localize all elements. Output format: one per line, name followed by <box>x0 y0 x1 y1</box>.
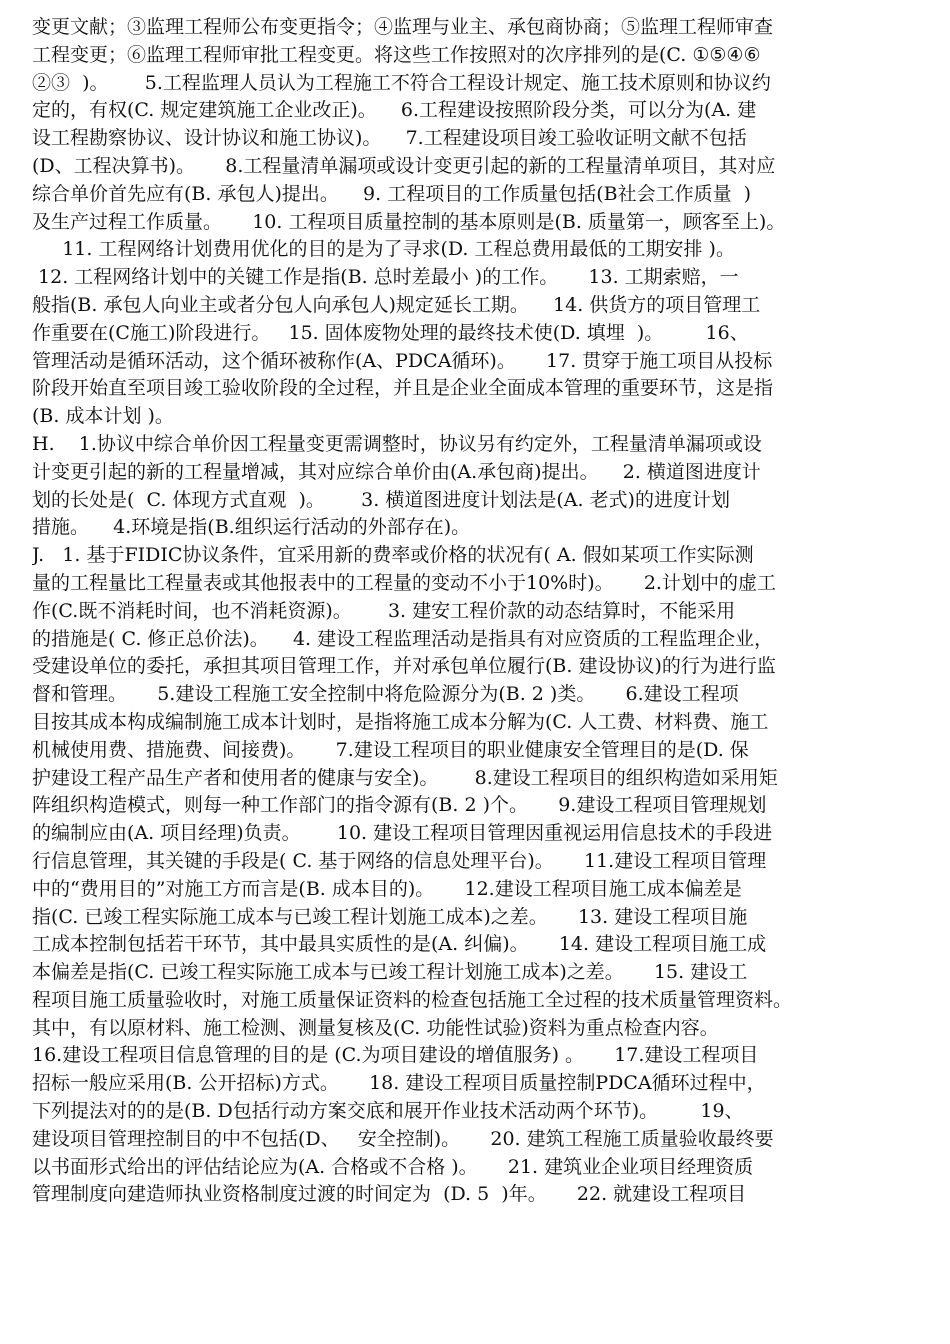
text-line: 计变更引起的新的工程量增减，其对应综合单价由(A.承包商)提出。 2. 横道图进度计 <box>32 460 761 483</box>
text-line: 设工程勘察协议、设计协议和施工协议)。 7.工程建设项目竣工验收证明文献不包括 <box>32 127 747 150</box>
text-line: 措施。 4.环境是指(B.组织运行活动的外部存在)。 <box>32 516 471 539</box>
text-line: 变更文献；③监理工程师公布变更指令；④监理与业主、承包商协商；⑤监理工程师审查 <box>32 16 774 38</box>
text-line: 16.建设工程项目信息管理的目的是 (C.为项目建设的增值服务) 。 17.建设工程项目 <box>32 1044 759 1067</box>
text-line: 下列提法对的的是(B. D包括行动方案交底和展开作业技术活动两个环节)。 19、 <box>32 1100 744 1123</box>
text-line: 指(C. 已竣工程实际施工成本与已竣工程计划施工成本)之差。 13. 建设工程项目施 <box>32 905 748 928</box>
text-line: 及生产过程工作质量。 10. 工程项目质量控制的基本原则是(B. 质量第一，顾客至上)。 <box>32 210 786 233</box>
text-line: 行信息管理，其关键的手段是( C. 基于网络的信息处理平台)。 11.建设工程项目管理 <box>32 849 767 872</box>
text-line: 般指(B. 承包人向业主或者分包人向承包人)规定延长工期。 14. 供货方的项目管理工 <box>32 293 761 316</box>
text-line: 综合单价首先应有(B. 承包人)提出。 9. 工程项目的工作质量包括(B社会工作质量 ) <box>32 182 752 205</box>
text-line: 的编制应由(A. 项目经理)负责。 10. 建设工程项目管理因重视运用信息技术的手段进 <box>32 822 773 845</box>
text-line: 作重要在(C施工)阶段进行。 15. 固体废物处理的最终技术使(D. 填埋 )。 16、 <box>32 321 749 344</box>
text-line: 的措施是( C. 修正总价法)。 4. 建设工程监理活动是指具有对应资质的工程监理企业， <box>32 627 774 650</box>
section-j-start-line: J. 1. 基于FIDIC协议条件，宜采用新的费率或价格的状况有( A. 假如某项工作实际测 <box>32 544 754 567</box>
text-line: 工程变更；⑥监理工程师审批工程变更。将这些工作按照对的次序排列的是(C. ①⑤④⑥ <box>32 43 761 66</box>
text-line: 护建设工程产品生产者和使用者的健康与安全)。 8.建设工程项目的组织构造如采用矩 <box>32 766 778 789</box>
text-line: 其中，有以原材料、施工检测、测量复核及(C. 功能性试验)资料为重点检查内容。 <box>32 1016 719 1039</box>
text-line: 目按其成本构成编制施工成本计划时，是指将施工成本分解为(C. 人工费、材料费、施工 <box>32 710 769 733</box>
text-line: 作(C.既不消耗时间，也不消耗资源)。 3. 建安工程价款的动态结算时，不能采用 <box>32 599 736 622</box>
text-line: 中的“费用目的”对施工方而言是(B. 成本目的)。 12.建设工程项目施工成本偏差是 <box>32 877 742 900</box>
text-line: 本偏差是指(C. 已竣工程实际施工成本与已竣工程计划施工成本)之差。 15. 建设工 <box>32 961 748 984</box>
text-line: 管理活动是循环活动，这个循环被称作(A、PDCA循环)。 17. 贯穿于施工项目从投标 <box>32 349 773 372</box>
text-line: 以书面形式给出的评估结论应为(A. 合格或不合格 )。 21. 建筑业企业项目经理资质 <box>32 1155 754 1178</box>
text-line: 定的，有权(C. 规定建筑施工企业改正)。 6.工程建设按照阶段分类，可以分为(A. 建 <box>32 99 757 122</box>
text-line: (D、工程决算书)。 8.工程量清单漏项或设计变更引起的新的工程量清单项目，其对应 <box>32 154 776 177</box>
text-line: 受建设单位的委托，承担其项目管理工作，并对承包单位履行(B. 建设协议)的行为进行监 <box>32 655 776 678</box>
text-line: ②③ )。 5.工程监理人员认为工程施工不符合工程设计规定、施工技术原则和协议约 <box>32 71 771 94</box>
text-line: 量的工程量比工程量表或其他报表中的工程量的变动不小于10%时)。 2.计划中的虚工 <box>32 571 776 594</box>
text-line: 程项目施工质量验收时，对施工质量保证资料的检查包括施工全过程的技术质量管理资料。 <box>32 988 793 1011</box>
text-line: 督和管理。 5.建设工程施工安全控制中将危险源分为(B. 2 )类。 6.建设工程项 <box>32 683 739 706</box>
text-line: 机械使用费、措施费、间接费)。 7.建设工程项目的职业健康安全管理目的是(D. 保 <box>32 738 749 761</box>
text-line: 招标一般应采用(B. 公开招标)方式。 18. 建设工程项目质量控制PDCA循环过程中， <box>32 1072 766 1095</box>
text-line: 工成本控制包括若干环节，其中最具实质性的是(A. 纠偏)。 14. 建设工程项目施工成 <box>32 933 767 956</box>
text-line: 阶段开始直至项目竣工验收阶段的全过程，并且是企业全面成本管理的重要环节，这是指 <box>32 377 774 400</box>
text-line: 阵组织构造模式，则每一种工作部门的指令源有(B. 2 )个。 9.建设工程项目管理规划 <box>32 794 767 817</box>
text-line: 管理制度向建造师执业资格制度过渡的时间定为 (D. 5 )年。 22. 就建设工程项目 <box>32 1183 747 1206</box>
text-line: 11. 工程网络计划费用优化的目的是为了寻求(D. 工程总费用最低的工期安排 )。 <box>32 238 735 261</box>
text-line: (B. 成本计划 )。 <box>32 405 174 428</box>
text-line: 划的长处是( C. 体现方式直观 )。 3. 横道图进度计划法是(A. 老式)的进度计划 <box>32 488 730 511</box>
text-line: 建设项目管理控制目的中不包括(D、 安全控制)。 20. 建筑工程施工质量验收最终要 <box>32 1127 774 1150</box>
section-h-start-line: H. 1.协议中综合单价因工程量变更需调整时，协议另有约定外，工程量清单漏项或设 <box>32 432 762 455</box>
text-line: 12. 工程网络计划中的关键工作是指(B. 总时差最小 )的工作。 13. 工期索赔，一 <box>32 266 739 289</box>
